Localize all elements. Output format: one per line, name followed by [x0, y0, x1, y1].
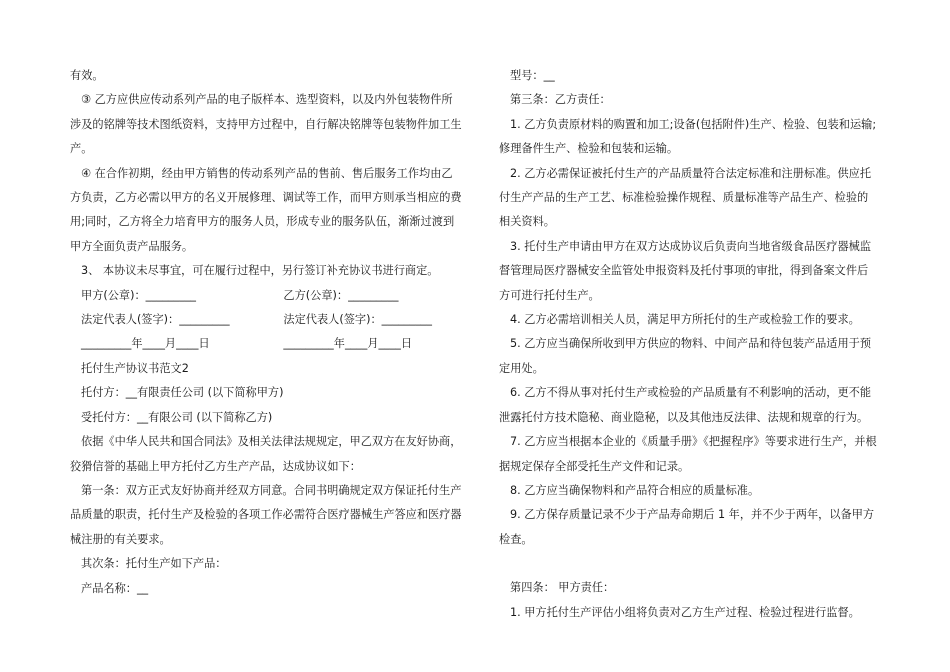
party-a-seal: 甲方(公章)：_________ [81, 288, 197, 302]
article-3-item-6: 6. 乙方不得从事对托付生产或检验的产品质量有不利影响的活动，更不能泄露托付方技术隐秘、商业隐秘，以及其他违反法律、法规和规章的行为。 [499, 386, 872, 424]
party-b-representative: 法定代表人(签字)：_________ [283, 313, 432, 327]
article-3-item-8: 8. 乙方应当确保物料和产品符合相应的质量标准。 [510, 483, 760, 497]
entrusting-party: 托付方：__有限责任公司 (以下简称甲方) [81, 386, 284, 400]
signature-row-date [70, 332, 462, 356]
paragraph-basis: 依据《中华人民共和国合同法》及相关法律法规规定，甲乙双方在友好协商，狡猾信誉的基础上甲方托付乙方生产产品，达成协议如下： [70, 435, 462, 473]
party-a-representative: 法定代表人(签字)：_________ [81, 313, 230, 327]
article-3-item-3: 3. 托付生产申请由甲方在双方达成协议后负责向当地省级食品医疗器械监督管理局医疗器械安全监管处申报资料及托付事项的审批，得到备案文件后方可进行托付生产。 [499, 239, 872, 302]
paragraph-item-3: 3、 本协议未尽事宜，可在履行过程中，另行签订补充协议书进行商定。 [81, 264, 439, 278]
paragraph-effective: 有效。 [70, 69, 104, 82]
blank-line [499, 552, 879, 576]
party-b-seal: 乙方(公章)：_________ [283, 288, 399, 302]
paragraph-article-1: 第一条：双方正式友好协商并经双方同意。合同书明确规定双方保证托付生产品质量的职责，托付生产及检验的各项工作必需符合医疗器械生产答应和医疗器械注册的有关要求。 [70, 483, 462, 546]
sample-heading: 托付生产协议书范文2 [81, 361, 189, 375]
party-a-date: _________年____月____日 [81, 337, 210, 351]
paragraph-clause-3: ③ 乙方应供应传动系列产品的电子版样本、选型资料，以及内外包装物件所涉及的铭牌等技术图纸资料，支持甲方过程中，自行解决铭牌等包装物件加工生产。 [70, 93, 462, 156]
product-name: 产品名称：__ [81, 581, 149, 595]
article-3-item-1: 1. 乙方负责原材料的购置和加工;设备(包括附件)生产、检验、包装和运输;修理备件生产、检验和包装和运输。 [499, 117, 877, 156]
signature-row-representative [70, 308, 462, 332]
article-3-item-2: 2. 乙方必需保证被托付生产的产品质量符合法定标准和注册标准。供应托付生产产品的生产工艺、标准检验操作规程、质量标准等产品生产、检验的相关资料。 [499, 166, 872, 229]
paragraph-article-2: 其次条：托付生产如下产品： [81, 557, 227, 571]
entrusted-party: 受托付方：__有限公司 (以下简称乙方) [81, 410, 273, 424]
article-3-heading: 第三条：乙方责任： [510, 93, 611, 107]
signature-row-seal [70, 284, 462, 308]
left-column [70, 64, 462, 601]
article-3-item-5: 5. 乙方应当确保所收到甲方供应的物料、中间产品和待包装产品适用于预定用处。 [499, 337, 872, 375]
article-4-item-1: 1. 甲方托付生产评估小组将负责对乙方生产过程、检验过程进行监督。 [510, 605, 860, 619]
article-4-heading: 第四条： 甲方责任： [510, 581, 615, 595]
article-3-item-7: 7. 乙方应当根据本企业的《质量手册》《把握程序》等要求进行生产，并根据规定保存全部受托生产文件和记录。 [499, 435, 877, 473]
right-column [499, 64, 879, 625]
article-3-item-9: 9. 乙方保存质量记录不少于产品寿命期后 1 年，并不少于两年，以备甲方检查。 [499, 508, 875, 546]
article-3-item-4: 4. 乙方必需培训相关人员，满足甲方所托付的生产或检验工作的要求。 [510, 313, 860, 327]
model-number: 型号：__ [510, 69, 555, 82]
paragraph-clause-4: ④ 在合作初期，经由甲方销售的传动系列产品的售前、售后服务工作均由乙方负责，乙方必需以甲方的名义开展修理、调试等工作，而甲方则承当相应的费用;同时，乙方将全力培育甲方的服务人员，形成专业的服务队伍，渐渐过渡到甲方全面负责产品服务。 [70, 166, 462, 253]
party-b-date: _________年____月____日 [283, 337, 413, 351]
